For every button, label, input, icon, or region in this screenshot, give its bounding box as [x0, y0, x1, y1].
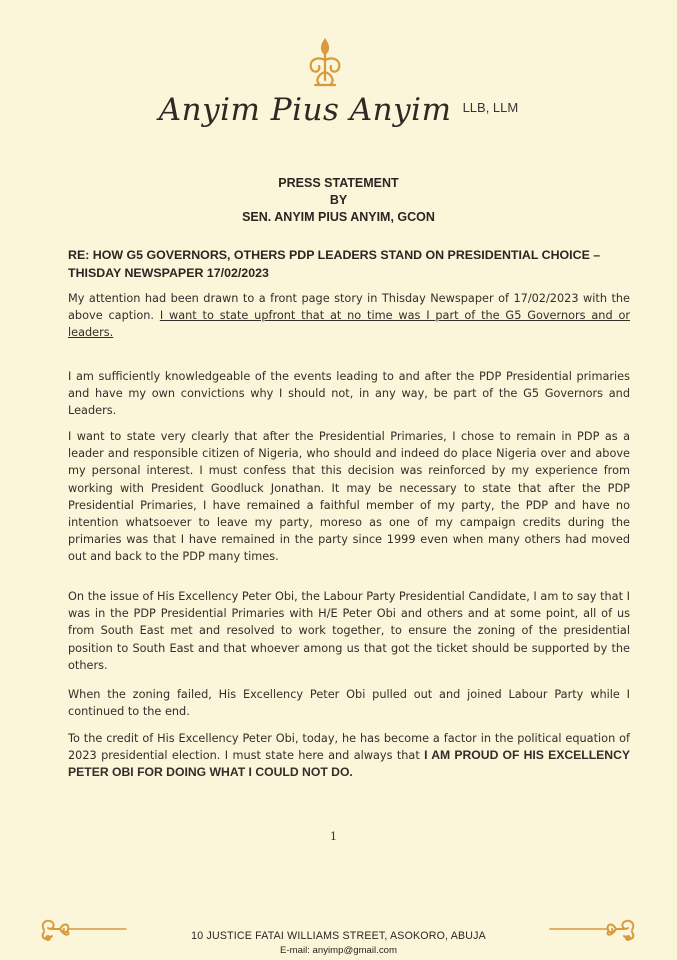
paragraph-1-text: My attention had been drawn to a front page story in Thisday Newspaper of 17/02/2023 with the above caption.	[68, 292, 630, 323]
heading-author: SEN. ANYIM PIUS ANYIM, GCON	[242, 210, 435, 224]
paragraph-6-bold: I AM PROUD OF HIS EXCELLENCY PETER OBI FOR DOING WHAT I COULD NOT DO.	[68, 748, 631, 780]
footer-address: 10 JUSTICE FATAI WILLIAMS STREET, ASOKORO, ABUJA	[191, 930, 486, 942]
letterhead	[0, 92, 677, 128]
paragraph-4: On the issue of His Excellency Peter Obi, the Labour Party Presidential Candidate, I am to say that I was in the PDP Presidential Primaries with H/E Peter Obi and others and at some point, all of us from South East met and resolved to work together, to ensure the zoning of the presidential position to South East and that whoever among us that got the ticket should be supported by the others.	[68, 590, 630, 672]
fleur-ornament-icon	[303, 38, 347, 88]
heading-by: BY	[329, 193, 348, 207]
footer-email: E-mail: anyimp@gmail.com	[280, 945, 397, 956]
paragraph-6	[68, 730, 630, 782]
subject-line: RE: HOW G5 GOVERNORS, OTHERS PDP LEADERS STAND ON PRESIDENTIAL CHOICE – THISDAY NEWSPAPER 17/02/2023	[68, 248, 601, 280]
paragraph-5: When the zoning failed, His Excellency Peter Obi pulled out and joined Labour Party while I continued to the end.	[68, 688, 630, 719]
letterhead-name: Anyim Pius Anyim	[158, 92, 452, 128]
paragraph-3: I want to state very clearly that after the Presidential Primaries, I chose to remain in PDP as a leader and responsible citizen of Nigeria, who should and indeed do place Nigeria over and above my personal interest. I must confess that this decision was reinforced by my experience from working with President Goodluck Jonathan. It may be necessary to state that after the PDP Presidential Primaries, I have remained a faithful member of my party, the PDP and have no intention whatsoever to leave my party, moreso as one of my campaign credits during the primaries was that I have remained in the party since 1999 even when many others had moved out and back to the PDP many times.	[68, 430, 630, 564]
letterhead-credentials: LLB, LLM	[462, 100, 519, 115]
paragraph-1	[68, 290, 630, 342]
paragraph-2: I am sufficiently knowledgeable of the events leading to and after the PDP Presidential primaries and have my own convictions why I should not, in any way, be part of the G5 Governors and Leaders.	[68, 370, 630, 418]
heading-press-statement: PRESS STATEMENT	[278, 176, 399, 190]
paragraph-1-underlined: I want to state upfront that at no time was I part of the G5 Governors and or leaders.	[68, 309, 630, 340]
page-number: 1	[330, 830, 337, 843]
paragraph-6-text: To the credit of His Excellency Peter Obi, today, he has become a factor in the political equation of 2023 presidential election. I must state here and always that	[68, 732, 630, 763]
